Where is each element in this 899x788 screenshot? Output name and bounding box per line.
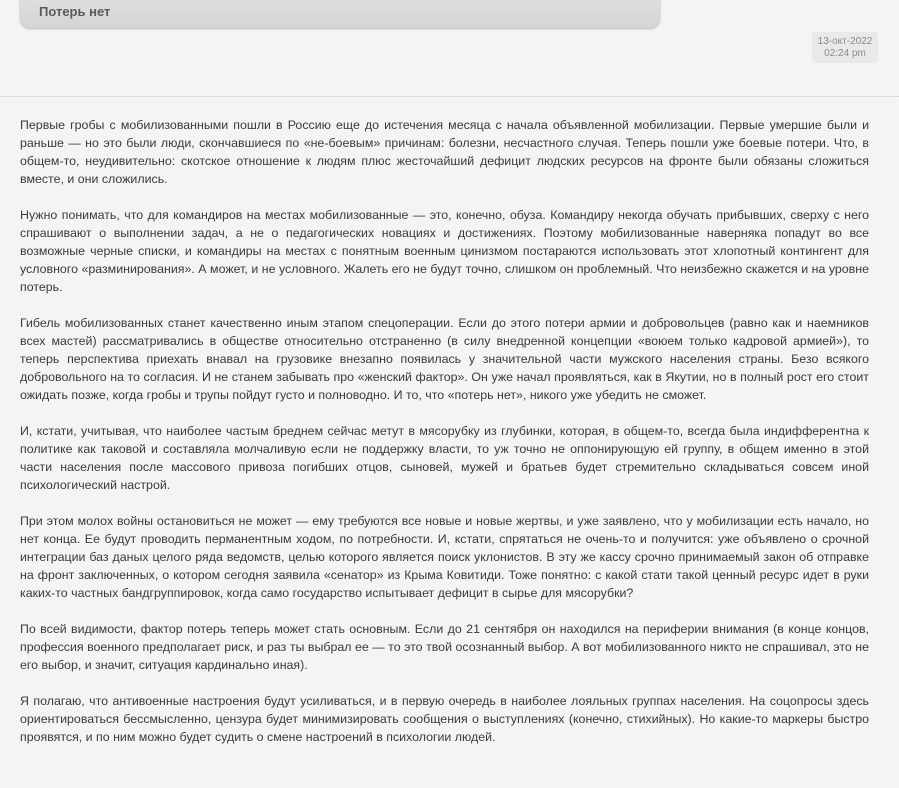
post-paragraph: Нужно понимать, что для командиров на местах мобилизованные — это, конечно, обуза. Командиру некогда обучать прибывших, сверху с него спрашивают о выполнении задач, а не о педагогических новациях и достижениях. Поэтому мобилизованные наверняка попадут во все возможные черные списки, и командиры на местах с понятным военным цинизмом постараются использовать этот хлопотный контингент для условного «разминирования». А может, и не условного. Жалеть его не будут точно, слишком он проблемный. Что неизбежно скажется и на уровне потерь. [20,208,869,294]
post-paragraph: Я полагаю, что антивоенные настроения будут усиливаться, и в первую очередь в наиболее лояльных группах населения. На соцопросы здесь ориентироваться бессмысленно, цензура будет минимизировать сообщения о выступлениях (конечно, стихийных). Но какие-то маркеры быстро проявятся, и по ним можно будет судить о смене настроений в психологии людей. [20,694,869,744]
post-paragraph: Первые гробы с мобилизованными пошли в Россию еще до истечения месяца с начала объявленной мобилизации. Первые умершие были и раньше — но это были люди, скончавшиеся по «не-боевым» причинам: болезни, несчастного случая. Теперь пошли уже боевые потери. Что, в общем-то, неудивительно: скотское отношение к людям плюс жесточайший дефицит людских ресурсов на фронте были обязаны сложиться вместе, и они сложились. [20,118,869,186]
post-paragraph: Гибель мобилизованных станет качественно иным этапом спецоперации. Если до этого потери армии и добровольцев (равно как и наемников всех мастей) рассматривались в обществе относительно отстраненно (в силу внедренной концепции «воюем только кадровой армией»), то теперь перспектива приехать внавал на грузовике внезапно появилась у значительной части мужского населения страны. Безо всякого добровольного на то согласия. И не станем забывать про «женский фактор». Он уже начал проявляться, как в Якутии, но в полный рост его стоит ожидать позже, когда гробы и трупы пойдут густо и полноводно. И то, что «потерь нет», никого уже убедить не сможет. [20,316,869,402]
post-body [20,116,869,764]
post-date-badge [812,32,878,63]
post-paragraph: По всей видимости, фактор потерь теперь может стать основным. Если до 21 сентября он находился на периферии внимания (в конце концов, профессия военного предполагает риск, и раз ты выбрал ее — то это твой осознанный выбор. А вот мобилизованного никто не спрашивал, это не его выбор, и значит, ситуация кардинально иная). [20,622,869,672]
header-divider [0,96,899,97]
post-time: 02:24 pm [824,48,866,59]
post-title-bar [20,0,660,28]
post-title[interactable]: Потерь нет [39,4,111,19]
post-date: 13-окт-2022 [817,36,873,47]
post-paragraph: И, кстати, учитывая, что наиболее частым бреднем сейчас метут в мясорубку из глубинки, которая, в общем-то, всегда была индифферентна к политике как таковой и составляла молчаливую если не поддержку власти, то уж точно не оппонирующую ей группу, в общем именно в этой части населения после массового привоза погибших отцов, сыновей, мужей и братьев будет стремительно складываться совсем иной психологический настрой. [20,424,869,492]
post-paragraph: При этом молох войны остановиться не может — ему требуются все новые и новые жертвы, и уже заявлено, что у мобилизации есть начало, но нет конца. Ее будут проводить перманентным ходом, по потребности. И, кстати, спрятаться не очень-то и получится: уже объявлено о срочной интеграции баз даных целого ряда ведомств, целью которого является поиск уклонистов. В эту же кассу срочно принимаемый закон об отправке на фронт заключенных, о котором сегодня заявила «сенатор» из Крыма Ковитиди. Тоже понятно: с какой стати такой ценный ресурс идет в руки каких-то частных бандгруппировок, когда само государство испытывает дефицит в сырье для мясорубки? [20,514,869,600]
